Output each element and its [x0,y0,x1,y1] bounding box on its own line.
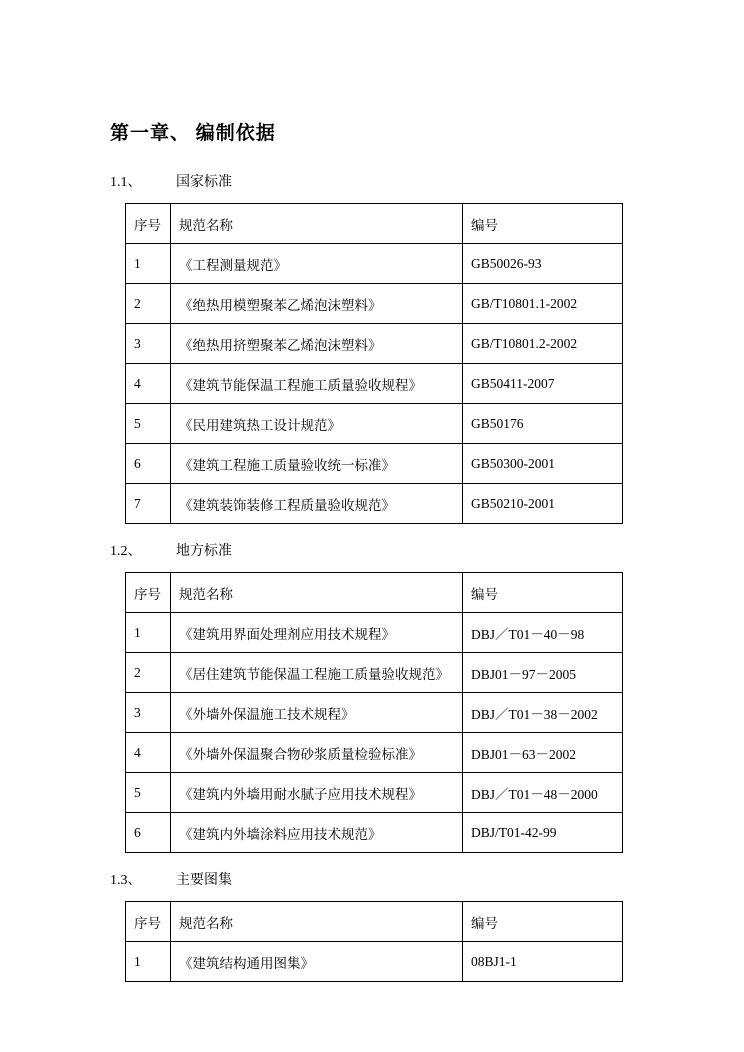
table-cell: GB50026-93 [463,244,623,284]
table-cell: 《建筑节能保温工程施工质量验收规程》 [171,364,463,404]
table-row [126,942,623,982]
table-cell: DBJ/T01-42-99 [463,813,623,853]
table-cell: 6 [126,444,171,484]
table-row [126,444,623,484]
table-row [126,653,623,693]
header-cell-code: 编号 [463,902,623,942]
table-cell: 《外墙外保温施工技术规程》 [171,693,463,733]
table-cell: GB/T10801.1-2002 [463,284,623,324]
table-cell: 6 [126,813,171,853]
table-cell: 《绝热用挤塑聚苯乙烯泡沫塑料》 [171,324,463,364]
table-row [126,733,623,773]
table-cell: 1 [126,942,171,982]
header-cell-index: 序号 [126,902,171,942]
table-cell: DBJ01－63－2002 [463,733,623,773]
table-cell: 2 [126,284,171,324]
table-cell: 《民用建筑热工设计规范》 [171,404,463,444]
table-cell: 4 [126,733,171,773]
table-cell: 7 [126,484,171,524]
national-standards-table [125,203,623,524]
section-national-standards [110,171,644,524]
table-cell: 1 [126,244,171,284]
table-cell: 《工程测量规范》 [171,244,463,284]
table-cell: GB50411-2007 [463,364,623,404]
table-cell: 1 [126,613,171,653]
table-cell: DBJ01－97－2005 [463,653,623,693]
section-number: 1.3、 [110,873,142,888]
table-cell: 《建筑内外墙用耐水腻子应用技术规程》 [171,773,463,813]
table-cell: 08BJ1-1 [463,942,623,982]
table-header-row [126,902,623,942]
table-cell: 《建筑结构通用图集》 [171,942,463,982]
header-cell-index: 序号 [126,573,171,613]
section-number: 1.1、 [110,175,142,190]
table-cell: 《建筑用界面处理剂应用技术规程》 [171,613,463,653]
table-cell: 2 [126,653,171,693]
section-heading [110,540,644,560]
table-cell: GB50300-2001 [463,444,623,484]
table-cell: 《绝热用模塑聚苯乙烯泡沫塑料》 [171,284,463,324]
table-row [126,284,623,324]
table-cell: 5 [126,404,171,444]
table-cell: DBJ／T01－48－2000 [463,773,623,813]
section-title: 地方标准 [176,544,232,559]
table-header-row [126,204,623,244]
table-header-row [126,573,623,613]
section-number: 1.2、 [110,544,142,559]
table-row [126,324,623,364]
table-row [126,773,623,813]
table-cell: GB50176 [463,404,623,444]
header-cell-index: 序号 [126,204,171,244]
table-cell: 《建筑装饰装修工程质量验收规范》 [171,484,463,524]
header-cell-name: 规范名称 [171,573,463,613]
header-cell-code: 编号 [463,573,623,613]
table-cell: 《建筑内外墙涂料应用技术规范》 [171,813,463,853]
main-atlas-table [125,901,623,982]
table-cell: 3 [126,693,171,733]
section-title: 国家标准 [176,175,232,190]
table-cell: DBJ／T01－38－2002 [463,693,623,733]
table-cell: 《外墙外保温聚合物砂浆质量检验标准》 [171,733,463,773]
section-local-standards [110,540,644,853]
table-cell: GB/T10801.2-2002 [463,324,623,364]
table-row [126,693,623,733]
table-row [126,364,623,404]
header-cell-name: 规范名称 [171,902,463,942]
table-cell: 《建筑工程施工质量验收统一标准》 [171,444,463,484]
local-standards-table [125,572,623,853]
header-cell-code: 编号 [463,204,623,244]
table-cell: 5 [126,773,171,813]
section-title: 主要图集 [176,873,232,888]
section-main-atlas [110,869,644,982]
table-cell: GB50210-2001 [463,484,623,524]
table-cell: 3 [126,324,171,364]
table-cell: 《居住建筑节能保温工程施工质量验收规范》 [171,653,463,693]
table-row [126,244,623,284]
table-row [126,484,623,524]
table-row [126,813,623,853]
table-row [126,404,623,444]
table-row [126,613,623,653]
section-heading [110,869,644,889]
header-cell-name: 规范名称 [171,204,463,244]
section-heading [110,171,644,191]
table-cell: DBJ／T01－40－98 [463,613,623,653]
table-cell: 4 [126,364,171,404]
chapter-title: 第一章、 编制依据 [110,123,276,144]
